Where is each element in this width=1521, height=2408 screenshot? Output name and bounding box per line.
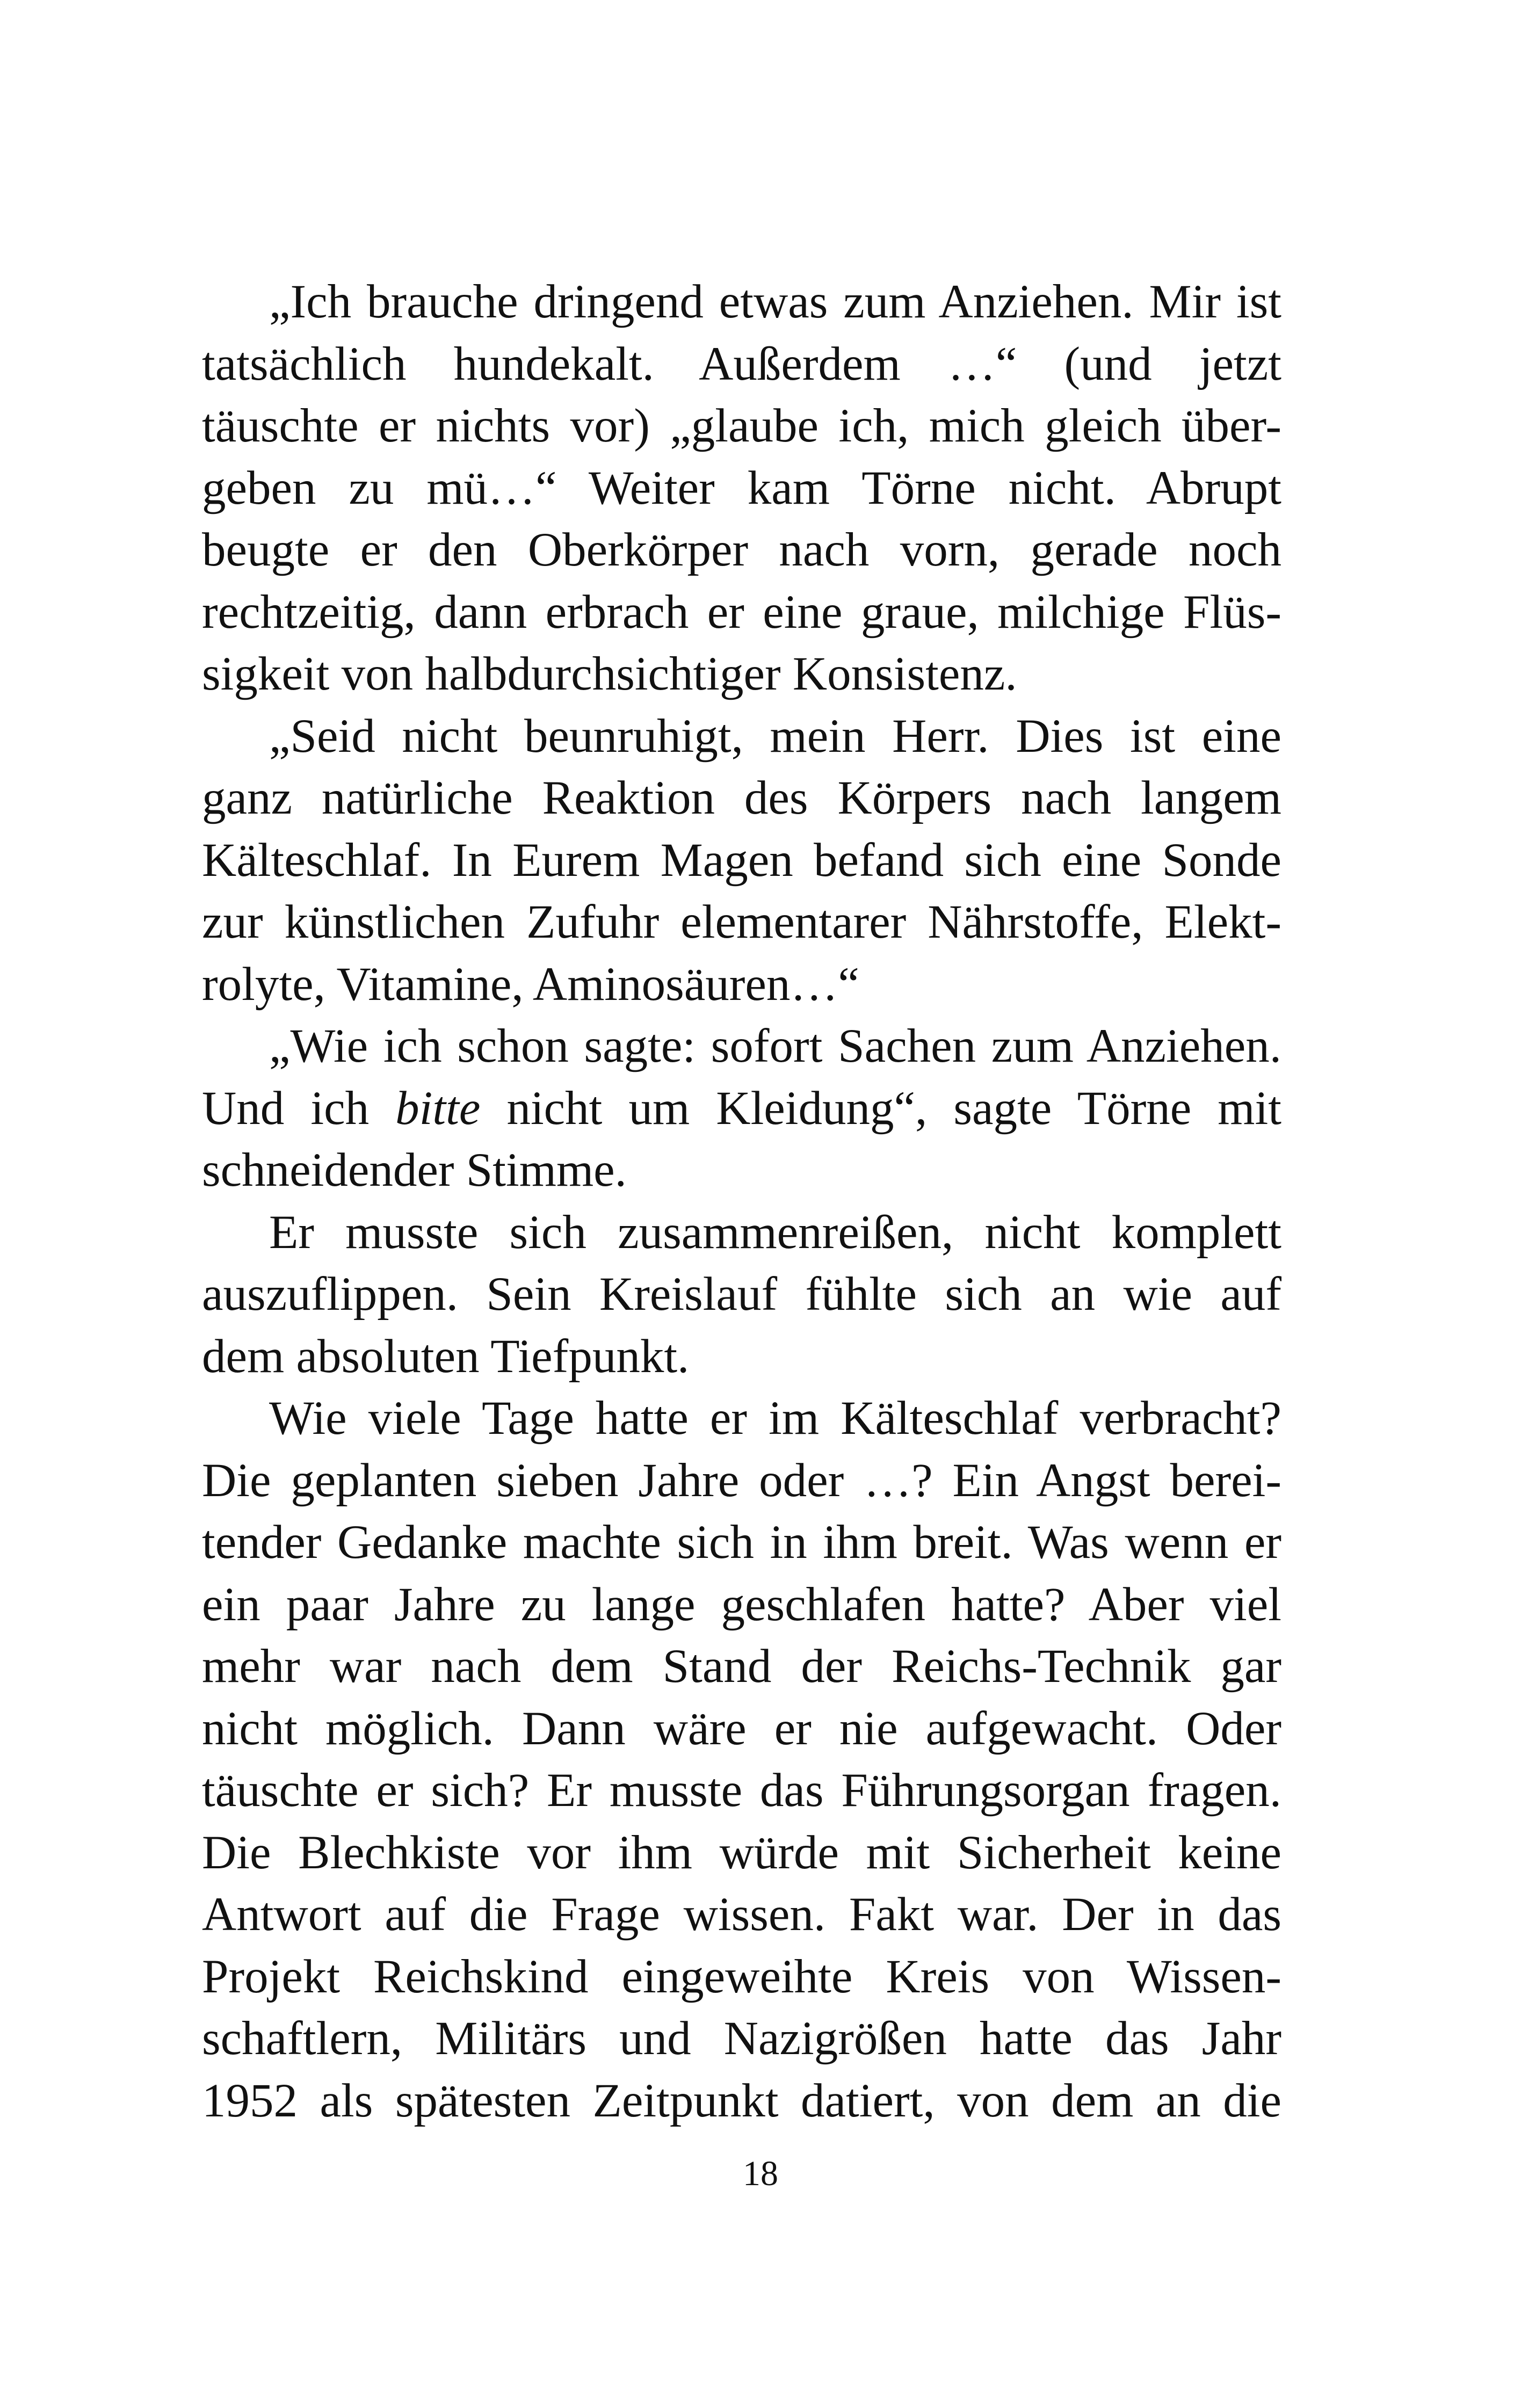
text-line: beugte er den Oberkörper nach vorn, gerade noch bbox=[202, 524, 1281, 576]
text-line: rechtzeitig, dann erbrach er eine graue, milchige Flüs- bbox=[202, 585, 1281, 639]
text-line: Projekt Reichskind eingeweihte Kreis von Wissen- bbox=[202, 1950, 1281, 2003]
page-number: 18 bbox=[743, 2154, 778, 2193]
text-line: rolyte, Vitamine, Aminosäuren…“ bbox=[202, 958, 859, 1011]
text-line: zur künstlichen Zufuhr elementarer Nährstoffe, Elekt- bbox=[202, 896, 1281, 948]
text-line: geben zu mü…“ Weiter kam Törne nicht. Abrupt bbox=[202, 461, 1281, 514]
text-line: nicht möglich. Dann wäre er nie aufgewacht. Oder bbox=[202, 1702, 1281, 1755]
text-line: sigkeit von halbdurchsichtiger Konsistenz. bbox=[202, 648, 1017, 700]
text-line: „Seid nicht beunruhigt, mein Herr. Dies ist eine bbox=[269, 709, 1281, 763]
text-line: auszuflippen. Sein Kreislauf fühlte sich an wie auf bbox=[202, 1268, 1281, 1321]
text-line: Die Blechkiste vor ihm würde mit Sicherheit keine bbox=[202, 1826, 1281, 1879]
text-line: ein paar Jahre zu lange geschlafen hatte? Aber viel bbox=[202, 1578, 1281, 1631]
text-line: Wie viele Tage hatte er im Kälteschlaf verbracht? bbox=[269, 1392, 1281, 1445]
text-line: tender Gedanke machte sich in ihm breit. Was wenn er bbox=[202, 1516, 1281, 1569]
text-line: Kälteschlaf. In Eurem Magen befand sich eine Sonde bbox=[202, 833, 1281, 887]
text-segment: nicht um Kleidung“, sagte Törne mit bbox=[480, 1082, 1281, 1135]
text-line: schaftlern, Militärs und Nazigrößen hatte das Jahr bbox=[202, 2012, 1281, 2065]
text-line: täuschte er nichts vor) „glaube ich, mich gleich über- bbox=[202, 400, 1281, 452]
text-line-with-emphasis bbox=[202, 1078, 1281, 1140]
text-line: „Wie ich schon sagte: sofort Sachen zum Anziehen. bbox=[269, 1020, 1281, 1072]
text-line: dem absoluten Tiefpunkt. bbox=[202, 1330, 690, 1383]
emphasis-word: bitte bbox=[395, 1082, 481, 1135]
text-line: Er musste sich zusammenreißen, nicht komplett bbox=[269, 1206, 1281, 1259]
text-line: ganz natürliche Reaktion des Körpers nach langem bbox=[202, 772, 1281, 824]
text-line: Die geplanten sieben Jahre oder …? Ein Angst berei- bbox=[202, 1454, 1281, 1507]
text-line: „Ich brauche dringend etwas zum Anziehen. Mir ist bbox=[269, 275, 1281, 328]
text-line: tatsächlich hundekalt. Außerdem …“ (und jetzt bbox=[202, 337, 1281, 390]
text-line: täuschte er sich? Er musste das Führungsorgan fragen. bbox=[202, 1764, 1281, 1817]
body-text bbox=[202, 271, 1281, 2132]
text-line: mehr war nach dem Stand der Reichs-Technik gar bbox=[202, 1640, 1281, 1693]
text-line: Antwort auf die Frage wissen. Fakt war. Der in das bbox=[202, 1888, 1281, 1941]
text-line: schneidender Stimme. bbox=[202, 1144, 627, 1196]
text-segment: Und ich bbox=[202, 1082, 396, 1135]
text-line: 1952 als spätesten Zeitpunkt datiert, von dem an die bbox=[202, 2074, 1281, 2127]
